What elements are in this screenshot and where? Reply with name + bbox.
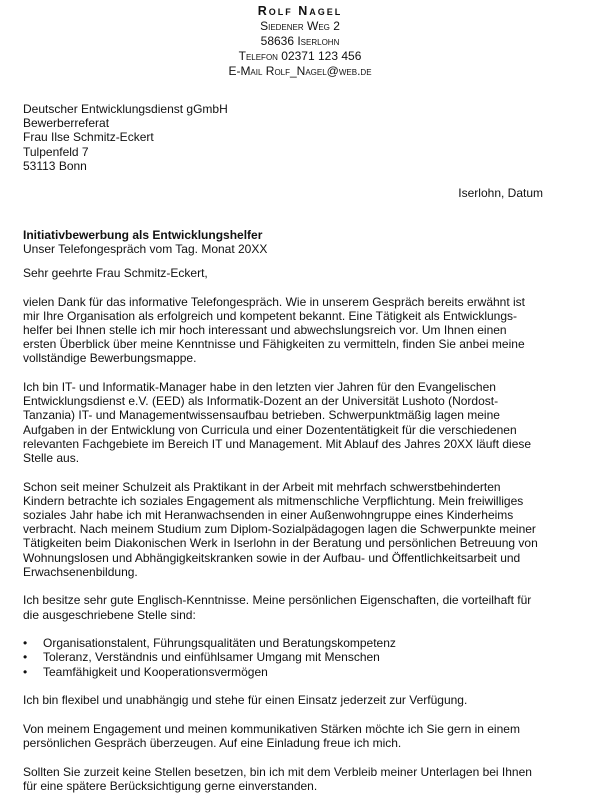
sender-city: 58636 Iserlohn — [260, 34, 340, 48]
text-line: Ich besitze sehr gute Englisch-Kenntnisse. Meine persönlichen Eigenschaften, die vorteilhaft für — [23, 593, 532, 608]
sender-phone: Telefon 02371 123 456 — [238, 49, 362, 63]
recipient-line: Tulpenfeld 7 — [23, 144, 89, 159]
text-line: vollständige Bewerbungsmappe. — [23, 351, 197, 366]
text-line: für eine spätere Berücksichtigung gerne einverstanden. — [23, 778, 318, 793]
sender-name: Rolf Nagel — [257, 4, 343, 18]
list-item: • Teamfähigkeit und Kooperationsvermögen — [23, 664, 268, 679]
sender-block — [0, 4, 600, 79]
text-line: Erwachsenenbildung. — [23, 564, 138, 579]
text-line: Tätigkeiten beim Diakonischen Werk in Iserlohn in der Beratung und persönlichen Betreuung von — [23, 536, 538, 551]
sender-email: E-Mail Rolf_Nagel@web.de — [228, 64, 372, 78]
salutation: Sehr geehrte Frau Schmitz-Eckert, — [23, 266, 208, 280]
bullet-icon: • — [23, 664, 28, 679]
text-line: ersten Überblick über meine Kenntnisse und Fähigkeiten zu vermitteln, finden Sie anbei meine — [23, 337, 525, 352]
recipient-address — [23, 102, 228, 173]
text-line: Tanzania) IT- und Managementwissensaufbau betrieben. Schwerpunktmäßig lagen meine — [23, 408, 500, 423]
recipient-line: Deutscher Entwicklungsdienst gGmbH — [23, 102, 228, 116]
text-line: Aufgaben in der Entwicklung von Curricula und einer Dozententätigkeit für die verschiedenen — [23, 422, 517, 437]
bullet-icon: • — [23, 650, 28, 665]
bullet-icon: • — [23, 636, 28, 651]
text-line: mir Ihre Organisation als erfolgreich und kompetent bekannt. Eine Tätigkeit als Entwicklungs- — [23, 308, 518, 323]
text-line: Schon seit meiner Schulzeit als Praktikant in der Arbeit mit mehrfach schwerstbehinderten — [23, 479, 501, 494]
paragraph-skills-intro — [23, 593, 583, 621]
letter-body — [23, 266, 583, 807]
subject-reference: Unser Telefongespräch vom Tag. Monat 20XX — [23, 242, 268, 257]
recipient-line: Bewerberreferat — [23, 116, 110, 131]
text-line: helfer bei Ihnen stelle ich mir hoch interessant und abwechslungsreich vor. Um Ihnen einen — [23, 323, 507, 337]
text-line: Entwicklungsdienst e.V. (EED) als Informatik-Dozent an der Universität Lushoto (Nordost- — [23, 394, 499, 409]
paragraph-flexibility — [23, 693, 583, 707]
sender-street: Siedener Weg 2 — [260, 19, 340, 33]
text-line: persönlichen Gespräch überzeugen. Auf eine Einladung freue ich mich. — [23, 736, 402, 751]
paragraph-experience — [23, 380, 583, 465]
subject-block — [23, 228, 267, 256]
text-line: soziales Jahr habe ich mit Heranwachsenden in einer Außenwohngruppe eines Kinderheims — [23, 508, 514, 523]
text-line: Ich bin flexibel und unabhängig und stehe für einen Einsatz jederzeit zur Verfügung. — [23, 693, 468, 708]
text-line: Sollten Sie zurzeit keine Stellen besetzen, bin ich mit dem Verbleib meiner Unterlagen bei Ihnen — [23, 764, 532, 779]
paragraph-interview — [23, 722, 583, 750]
text-line: Wohnungslosen und Abhängigkeitskranken sowie in der Aufbau- und Öffentlichkeitsarbeit und — [23, 550, 521, 565]
paragraph-social-engagement — [23, 480, 583, 579]
list-item: • Toleranz, Verständnis und einfühlsamer Umgang mit Menschen — [23, 650, 380, 665]
recipient-line: Frau Ilse Schmitz-Eckert — [23, 130, 154, 145]
list-item: • Organisationstalent, Führungsqualitäten und Beratungskompetenz — [23, 636, 396, 651]
subject-title: Initiativbewerbung als Entwicklungshelfer — [23, 228, 263, 242]
text-line: vielen Dank für das informative Telefongespräch. Wie in unserem Gespräch bereits erwähnt ist — [23, 294, 526, 309]
text-line: Kindern betrachte ich soziales Engagement als mitmenschliche Verpflichtung. Mein freiwilliges — [23, 493, 524, 508]
paragraph-thanks — [23, 295, 583, 366]
skills-list — [23, 636, 583, 679]
text-line: Von meinem Engagement und meinen kommunikativen Stärken möchte ich Sie gern in einem — [23, 721, 520, 736]
text-line: die ausgeschriebene Stelle sind: — [23, 607, 196, 622]
text-line: relevanten Fachgebiete im Bereich IT und Management. Mit Ablauf des Jahres 20XX läuft diese — [23, 436, 532, 451]
text-line: verbracht. Nach meinem Studium zum Diplom-Sozialpädagogen lagen die Schwerpunkte meiner — [23, 522, 536, 537]
text-line: Ich bin IT- und Informatik-Manager habe in den letzten vier Jahren für den Evangelischen — [23, 380, 496, 394]
paragraph-closing — [23, 765, 583, 793]
recipient-line: 53113 Bonn — [23, 158, 87, 173]
place-date: Iserlohn, Datum — [458, 186, 543, 200]
text-line: Stelle aus. — [23, 451, 80, 466]
